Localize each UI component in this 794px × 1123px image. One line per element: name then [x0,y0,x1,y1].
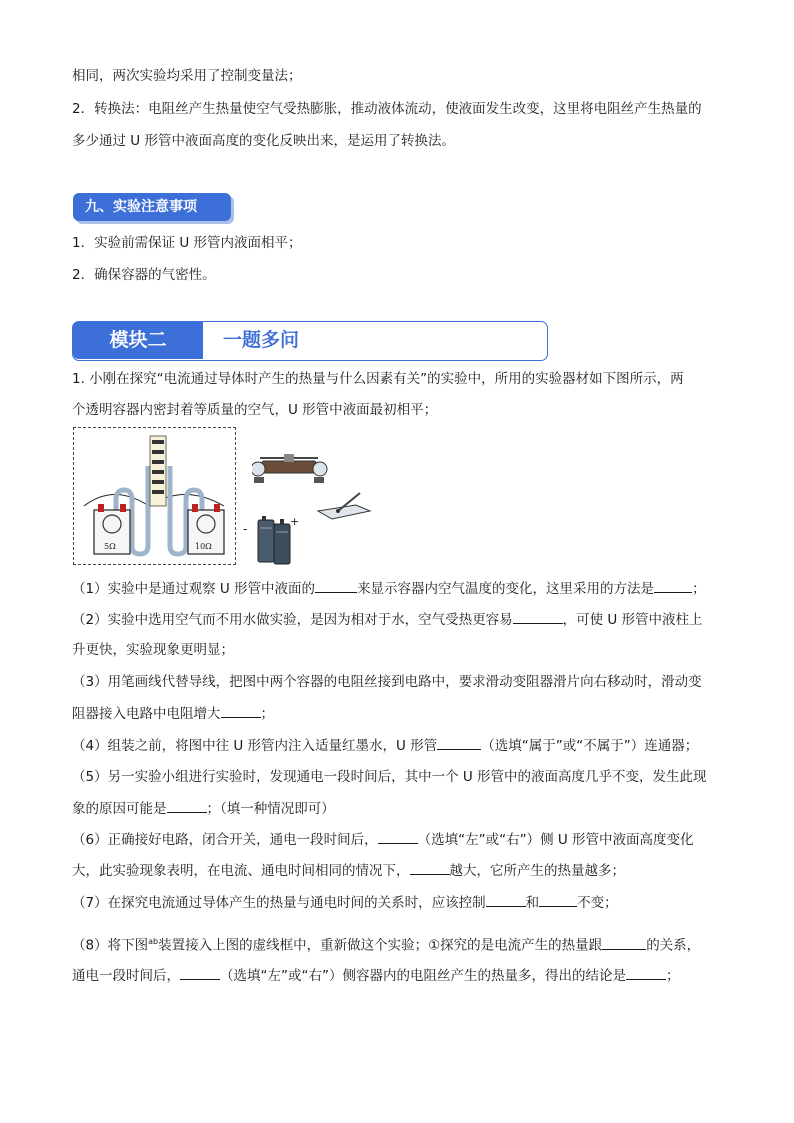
answer-blank[interactable] [513,609,563,624]
text-line: 多少通过 U 形管中液面高度的变化反映出来，是运用了转换法。 [72,133,455,149]
subquestion-1: （1）实验中是通过观察 U 形管中液面的 来显示容器内空气温度的变化，这里采用的方法是 ； [72,578,706,599]
superscript: ab [148,937,159,946]
answer-blank[interactable] [221,703,261,718]
subquestion-8-cont: 通电一段时间后， （选填“左”或“右”）侧容器内的电阻丝产生的热量多，得出的结论是 ； [72,965,679,986]
subquestion-3: （3）用笔画线代替导线，把图中两个容器的电阻丝接到电路中，要求滑动变阻器滑片向右移动时，滑动变 [72,674,702,690]
subquestion-7: （7）在探究电流通过导体产生的热量与通电时间的关系时，应该控制 和 不变； [72,892,618,913]
module-header [72,321,548,361]
answer-blank[interactable] [378,829,418,844]
subquestion-2-cont: 升更快，实验现象更明显； [72,642,234,658]
battery-plus-label: + [290,515,300,528]
battery-minus-label: - [243,522,248,536]
answer-blank[interactable] [180,965,220,980]
answer-blank[interactable] [626,965,666,980]
answer-blank[interactable] [602,935,646,950]
subquestion-6: （6）正确接好电路，闭合开关，通电一段时间后， （选填“左”或“右”）侧 U 形管中液面高度变化 [72,829,694,850]
answer-blank[interactable] [437,735,481,750]
apparatus-figure-box [73,427,236,565]
resistor-label-right: 10Ω [195,542,212,551]
text-line: 2．转换法：电阻丝产生热量使空气受热膨胀，推动液体流动，使液面发生改变，这里将电阻丝产生热量的 [72,101,702,117]
answer-blank[interactable] [486,892,526,907]
subquestion-5: （5）另一实验小组进行实验时，发现通电一段时间后，其中一个 U 形管中的液面高度几乎不变，发生此现 [72,769,707,785]
list-item: 1．实验前需保证 U 形管内液面相平； [72,235,302,251]
question-intro: 个透明容器内密封着等质量的空气，U 形管中液面最初相平； [72,402,438,418]
resistor-label-left: 5Ω [104,542,116,551]
subquestion-5-cont: 象的原因可能是 ；（填一种情况即可） [72,798,335,819]
subquestion-4: （4）组装之前，将图中往 U 形管内注入适量红墨水，U 形管 （选填“属于”或“不属于”）连通器； [72,735,698,756]
answer-blank[interactable] [410,860,450,875]
answer-blank[interactable] [315,578,357,593]
module-label: 模块二 [73,322,203,359]
rheostat-icon [252,451,328,485]
answer-blank[interactable] [654,578,692,593]
module-subtitle: 一题多问 [223,329,300,351]
section-title: 九、实验注意事项 [73,193,231,221]
subquestion-2: （2）实验中选用空气而不用水做实验，是因为相对于水，空气受热更容易 ，可使 U 形管中液柱上 [72,609,703,630]
subquestion-6-cont: 大，此实验现象表明，在电流、通电时间相同的情况下， 越大，它所产生的热量越多； [72,860,625,881]
switch-icon [316,489,372,523]
text-line: 相同，两次实验均采用了控制变量法； [72,68,302,84]
list-item: 2．确保容器的气密性。 [72,267,216,283]
answer-blank[interactable] [539,892,577,907]
answer-blank[interactable] [167,798,207,813]
question-intro: 1. 小刚在探究“电流通过导体时产生的热量与什么因素有关”的实验中，所用的实验器材如下图所示，两 [72,371,684,387]
subquestion-3-cont: 阻器接入电路中电阻增大 ； [72,703,274,724]
subquestion-8: （8）将下图$^{ab}$装置接入上图的虚线框中，重新做这个实验；①探究的是电流产生的热量跟 的关系， [72,932,700,956]
